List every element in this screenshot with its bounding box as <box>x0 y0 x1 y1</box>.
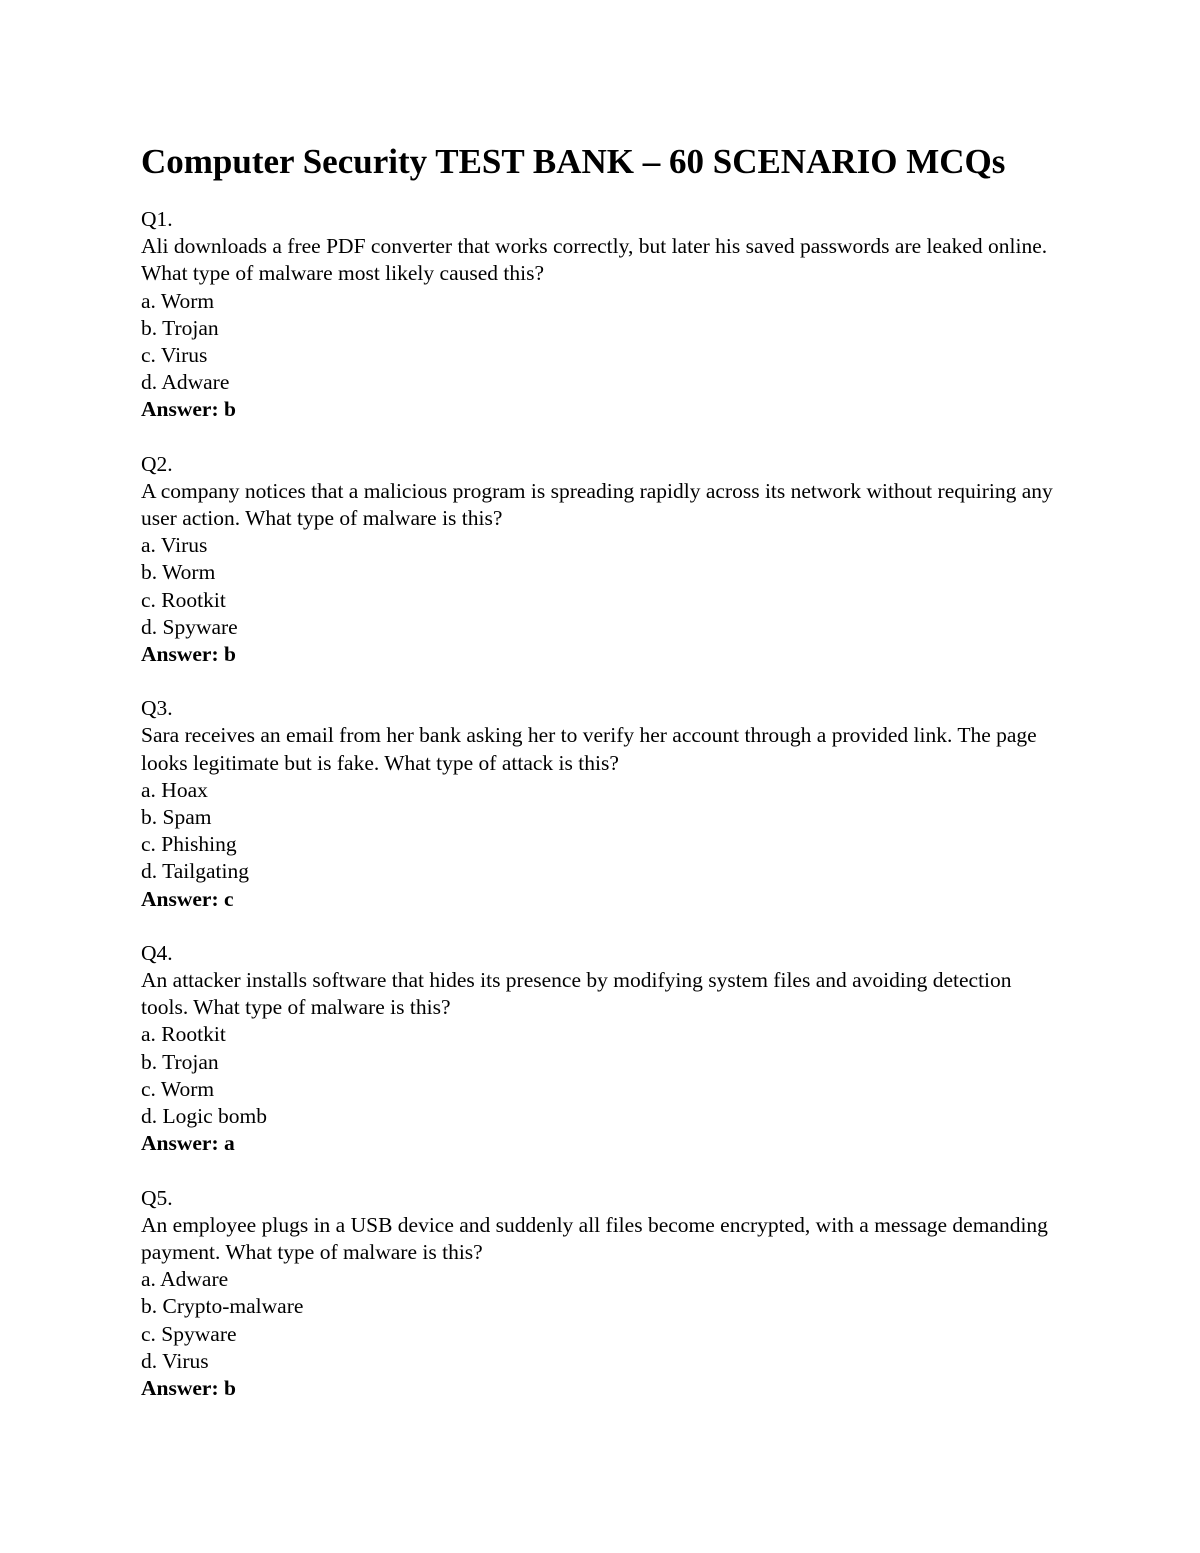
answer-line: Answer: b <box>141 1375 236 1400</box>
option-a: a. Virus <box>141 533 208 558</box>
option-a: a. Rootkit <box>141 1022 226 1047</box>
question-3 <box>141 695 1061 913</box>
document-page <box>141 140 1061 1429</box>
option-c: c. Phishing <box>141 832 237 857</box>
question-text: Ali downloads a free PDF converter that works correctly, but later his saved passwords are leaked online. What type of malware most likely caused this? <box>141 234 1048 286</box>
question-text: An attacker installs software that hides its presence by modifying system files and avoiding detection tools. What type of malware is this? <box>141 968 1012 1020</box>
question-1 <box>141 206 1061 424</box>
option-c: c. Virus <box>141 343 208 368</box>
option-b: b. Trojan <box>141 315 219 340</box>
question-text: An employee plugs in a USB device and suddenly all files become encrypted, with a message demanding payment. What type of malware is this? <box>141 1212 1048 1264</box>
option-b: b. Crypto-malware <box>141 1294 304 1319</box>
question-number: Q2. <box>141 451 173 476</box>
question-2 <box>141 451 1061 669</box>
answer-line: Answer: a <box>141 1131 235 1156</box>
question-4 <box>141 940 1061 1158</box>
option-c: c. Spyware <box>141 1321 237 1346</box>
option-d: d. Virus <box>141 1348 209 1373</box>
option-d: d. Spyware <box>141 614 238 639</box>
option-d: d. Adware <box>141 370 230 395</box>
option-b: b. Spam <box>141 805 212 830</box>
answer-line: Answer: b <box>141 397 236 422</box>
question-number: Q4. <box>141 940 173 965</box>
document-title: Computer Security TEST BANK – 60 SCENARIO MCQs <box>141 142 1006 181</box>
question-number: Q5. <box>141 1185 173 1210</box>
question-text: Sara receives an email from her bank asking her to verify her account through a provided link. The page looks legitimate but is fake. What type of attack is this? <box>141 723 1037 775</box>
question-5 <box>141 1185 1061 1403</box>
option-b: b. Worm <box>141 560 216 585</box>
option-a: a. Adware <box>141 1267 229 1292</box>
option-d: d. Logic bomb <box>141 1104 267 1129</box>
option-c: c. Rootkit <box>141 587 226 612</box>
question-number: Q1. <box>141 207 173 231</box>
option-a: a. Hoax <box>141 777 208 802</box>
question-number: Q3. <box>141 696 173 721</box>
option-a: a. Worm <box>141 288 215 313</box>
option-b: b. Trojan <box>141 1049 219 1074</box>
option-c: c. Worm <box>141 1076 215 1101</box>
question-text: A company notices that a malicious program is spreading rapidly across its network without requiring any user action. What type of malware is this? <box>141 478 1053 531</box>
option-d: d. Tailgating <box>141 859 249 884</box>
answer-line: Answer: b <box>141 642 236 667</box>
answer-line: Answer: c <box>141 886 234 911</box>
